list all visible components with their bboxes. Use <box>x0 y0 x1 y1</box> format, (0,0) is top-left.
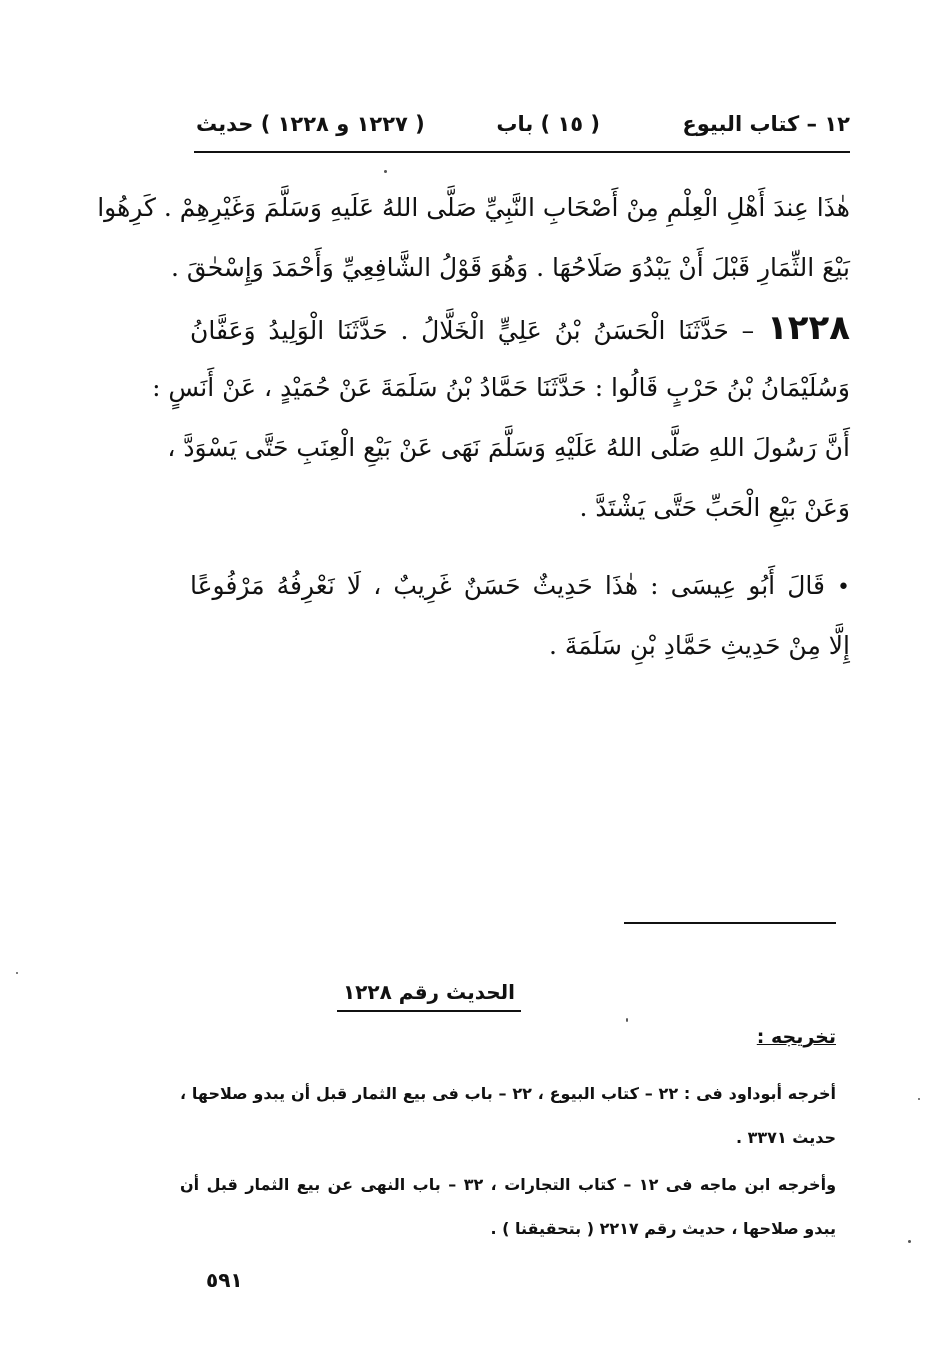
scan-speck <box>626 1018 628 1022</box>
footnote-subtitle: تخريجه : <box>756 1026 836 1048</box>
hadith-heading-line <box>190 298 850 358</box>
hadith-range: ( ١٢٢٧ و ١٢٢٨ ) حديث <box>196 112 425 136</box>
text-line: – حَدَّثَنَا الْحَسَنُ بْنُ عَلِيٍّ الْخَلَّالُ . حَدَّثَنَا الْوَلِيدُ وَعَفَّانُ <box>190 316 755 345</box>
scan-speck <box>16 972 18 974</box>
text-line: أَنَّ رَسُولَ اللهِ صَلَّى اللهُ عَلَيْهِ وَسَلَّمَ نَهَى عَنْ بَيْعِ الْعِنَبِ حَتَّى يَسْوَدَّ ، <box>167 433 850 462</box>
text-line: إِلَّا مِنْ حَدِيثِ حَمَّادِ بْنِ سَلَمَةَ . <box>548 631 850 660</box>
footnotes <box>180 1072 836 1251</box>
main-text <box>97 178 850 676</box>
footnote-line: حديث ٣٣٧١ . <box>735 1128 836 1147</box>
commentary-line <box>190 556 850 616</box>
hadith-number: ١٢٢٨ <box>766 308 850 348</box>
text-line: قَالَ أَبُو عِيسَى : هٰذَا حَدِيثٌ حَسَنٌ غَرِيبٌ ، لَا نَعْرِفُهُ مَرْفُوعًا <box>190 571 825 600</box>
footnote-line: وأخرجه ابن ماجه فى ١٢ – كتاب التجارات ، ٣٢ – باب النهى عن بيع الثمار قبل أن <box>180 1175 837 1194</box>
text-line: بَيْعَ الثِّمَارِ قَبْلَ أَنْ يَبْدُوَ صَلَاحُهَا . وَهُوَ قَوْلُ الشَّافِعِيِّ وَأَحْمَدَ وَإِسْحٰقَ . <box>170 253 850 282</box>
scan-speck <box>908 1240 911 1243</box>
header-rule <box>194 151 850 153</box>
bullet-marker: • <box>837 575 850 600</box>
text-line: وَعَنْ بَيْعِ الْحَبِّ حَتَّى يَشْتَدَّ . <box>579 493 850 522</box>
scan-speck <box>384 170 387 173</box>
scan-speck <box>918 1098 920 1100</box>
chapter-title: ( ١٥ ) باب <box>496 112 600 136</box>
text-line: وَسُلَيْمَانُ بْنُ حَرْبٍ قَالُوا : حَدَّثَنَا حَمَّادُ بْنُ سَلَمَةَ عَنْ حُمَيْدٍ ، عَنْ أَنَسٍ : <box>152 373 850 402</box>
footnote-line: يبدو صلاحها ، حديث رقم ٢٢١٧ ( بتحقيقنا ) . <box>490 1219 836 1238</box>
page-number: ٥٩١ <box>206 1268 243 1292</box>
book-title: ١٢ – كتاب البيوع <box>682 112 850 136</box>
footnote-rule <box>624 922 836 924</box>
footnote-line: أخرجه أبوداود فى : ٢٢ – كتاب البيوع ، ٢٢ – باب فى بيع الثمار قبل أن يبدو صلاحها ، <box>180 1084 837 1103</box>
text-line: هٰذَا عِندَ أَهْلِ الْعِلْمِ مِنْ أَصْحَابِ النَّبِيِّ صَلَّى اللهُ عَلَيهِ وَسَلَّمَ وَغَيْرِهِمْ . كَرِهُوا <box>97 193 850 222</box>
footnote-title: الحديث رقم ١٢٢٨ <box>337 980 521 1012</box>
footnote-title-wrap <box>0 980 938 1012</box>
running-head <box>196 108 850 148</box>
